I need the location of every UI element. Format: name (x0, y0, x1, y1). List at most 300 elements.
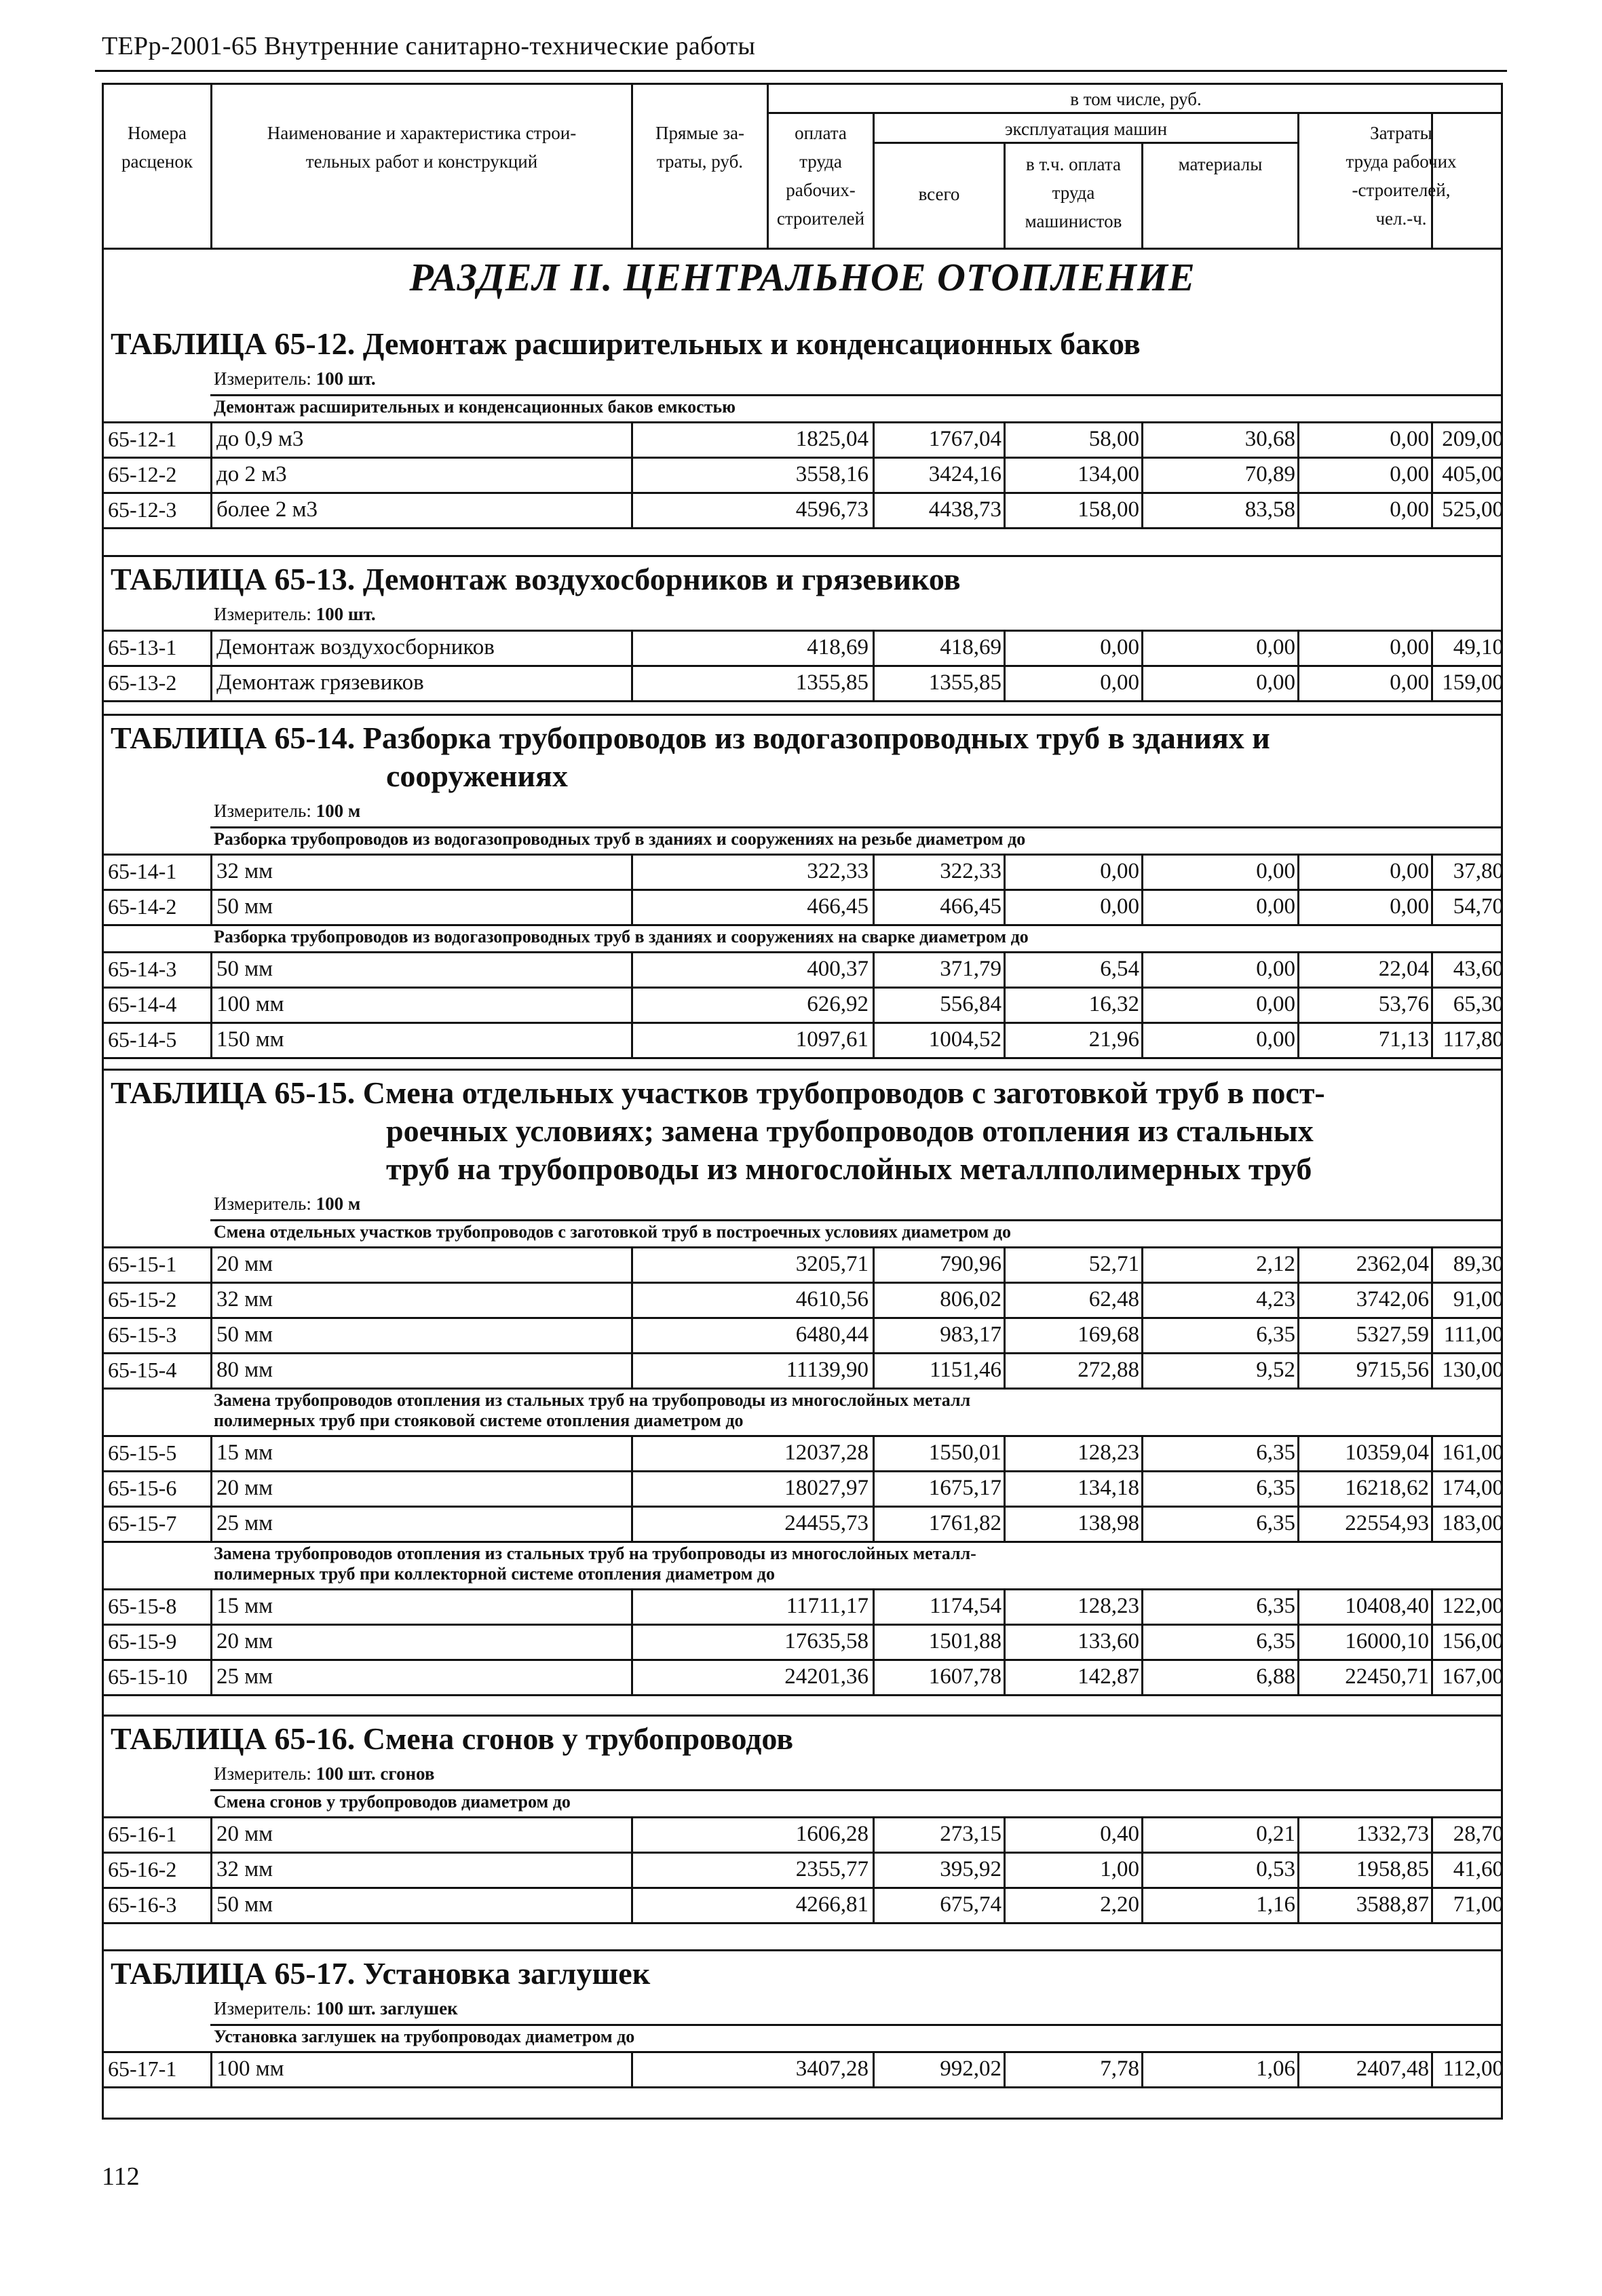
cell-materials: 0,00 (1390, 427, 1429, 451)
rate-code: 65-13-1 (108, 635, 177, 659)
cell-labor-costs: 41,60 (1453, 1857, 1504, 1881)
column-rule (873, 1659, 875, 1694)
table-row (104, 1282, 1504, 1317)
column-rule (210, 1659, 212, 1694)
table-row (104, 1435, 1504, 1470)
cell-machines-total: 128,23 (1077, 1440, 1139, 1465)
work-name: до 2 м3 (216, 462, 287, 486)
cell-direct-costs: 1825,04 (795, 427, 869, 451)
table-header (104, 85, 1501, 248)
page-number: 112 (102, 2162, 140, 2191)
cell-labor-costs: 28,70 (1453, 1822, 1504, 1846)
column-rule (873, 1435, 875, 1470)
unit-label: Измеритель: (214, 1763, 311, 1784)
column-rule (631, 951, 633, 987)
column-rule (631, 854, 633, 889)
column-rule (631, 1352, 633, 1388)
table-row (104, 1588, 1504, 1624)
column-rule (1297, 1887, 1299, 1922)
column-rule (1431, 1352, 1433, 1388)
rate-code: 65-15-7 (108, 1511, 177, 1535)
work-name: 100 мм (216, 992, 284, 1016)
work-name: 25 мм (216, 1664, 273, 1689)
cell-operator-wages: 2,12 (1256, 1252, 1295, 1276)
work-name: 150 мм (216, 1027, 284, 1052)
cell-operator-wages: 1,16 (1256, 1892, 1295, 1917)
column-rule (631, 1852, 633, 1887)
work-name: 32 мм (216, 859, 273, 883)
unit-value: 100 шт. сгонов (316, 1763, 435, 1784)
column-rule (873, 951, 875, 987)
rate-code: 65-14-3 (108, 957, 177, 981)
cell-labor-costs: 156,00 (1442, 1629, 1504, 1653)
column-rule (1141, 1352, 1143, 1388)
cell-materials: 3588,87 (1356, 1892, 1429, 1917)
cell-machines-total: 134,00 (1077, 462, 1139, 486)
column-rule (631, 421, 633, 457)
column-rule (1141, 1470, 1143, 1506)
cell-labor-costs: 209,00 (1442, 427, 1504, 451)
table-title (111, 719, 1270, 795)
rate-code: 65-14-4 (108, 992, 177, 1016)
column-rule (210, 951, 212, 987)
table-row (104, 1852, 1504, 1887)
cell-labor-costs: 112,00 (1443, 2056, 1504, 2081)
rule (104, 714, 1501, 716)
column-rule (1431, 1659, 1433, 1694)
table-row (104, 987, 1504, 1022)
column-rule (631, 1435, 633, 1470)
rate-code: 65-15-5 (108, 1440, 177, 1465)
column-rule (873, 1588, 875, 1624)
column-rule (873, 1317, 875, 1352)
cell-operator-wages: 6,35 (1256, 1629, 1295, 1653)
column-rule (1431, 1506, 1433, 1541)
header-worker-wages: оплата труда рабочих- строителей (776, 123, 865, 229)
table-row (104, 1022, 1504, 1057)
column-rule (873, 665, 875, 700)
column-rule (1431, 951, 1433, 987)
column-rule (1431, 1816, 1433, 1852)
cell-machines-total: 0,00 (1100, 670, 1139, 695)
column-rule (631, 1588, 633, 1624)
column-rule (1297, 987, 1299, 1022)
column-rule (631, 987, 633, 1022)
cell-materials: 22,04 (1378, 957, 1429, 981)
rate-code: 65-14-1 (108, 859, 177, 883)
cell-direct-costs: 3558,16 (795, 462, 869, 486)
cell-labor-costs: 183,00 (1442, 1511, 1504, 1535)
table-title-line: сооружениях (386, 759, 568, 793)
cell-direct-costs: 466,45 (807, 894, 869, 919)
rule (104, 1694, 1501, 1696)
column-rule (210, 457, 212, 492)
column-rule (631, 1816, 633, 1852)
work-name: Демонтаж грязевиков (216, 670, 424, 695)
column-rule (1297, 1588, 1299, 1624)
group-label-line: Разборка трубопроводов из водогазопроводных труб в зданиях и сооружениях на резьбе диаметром до (214, 829, 1026, 849)
cell-worker-wages: 1607,78 (928, 1664, 1002, 1689)
column-rule (1431, 457, 1433, 492)
cell-worker-wages: 1761,82 (928, 1511, 1002, 1535)
cell-machines-total: 62,48 (1088, 1287, 1139, 1312)
column-rule (1141, 421, 1143, 457)
cell-operator-wages: 0,00 (1256, 1027, 1295, 1052)
price-table (102, 83, 1503, 2120)
cell-direct-costs: 626,92 (807, 992, 869, 1016)
cell-labor-costs: 65,30 (1453, 992, 1504, 1016)
column-rule (1141, 1624, 1143, 1659)
column-rule (873, 1022, 875, 1057)
column-rule (1431, 1317, 1433, 1352)
group-label-line: Разборка трубопроводов из водогазопроводных труб в зданиях и сооружениях на сварке диаметром до (214, 927, 1029, 946)
rate-code: 65-13-2 (108, 670, 177, 695)
cell-machines-total: 0,00 (1100, 635, 1139, 659)
cell-direct-costs: 400,37 (807, 957, 869, 981)
column-rule (1297, 1506, 1299, 1541)
column-rule (1297, 1435, 1299, 1470)
column-rule (1141, 1506, 1143, 1541)
work-name: 25 мм (216, 1511, 273, 1535)
cell-direct-costs: 2355,77 (795, 1857, 869, 1881)
table-title-line: ТАБЛИЦА 65-14. Разборка трубопроводов из водогазопроводных труб в зданиях и (111, 721, 1270, 755)
column-rule (1141, 987, 1143, 1022)
cell-worker-wages: 371,79 (940, 957, 1002, 981)
rule (104, 700, 1501, 702)
column-rule (631, 1659, 633, 1694)
column-rule (1004, 2051, 1006, 2086)
column-rule (1431, 1022, 1433, 1057)
unit-label: Измеритель: (214, 368, 311, 389)
column-rule (631, 630, 633, 665)
column-rule (210, 1588, 212, 1624)
cell-worker-wages: 790,96 (940, 1252, 1002, 1276)
cell-operator-wages: 70,89 (1244, 462, 1295, 486)
table-row (104, 1887, 1504, 1922)
column-rule (631, 1246, 633, 1282)
cell-direct-costs: 418,69 (807, 635, 869, 659)
cell-worker-wages: 992,02 (940, 2056, 1002, 2081)
column-rule (1004, 1852, 1006, 1887)
header-operator-wages: в т.ч. оплата труда машинистов (1025, 154, 1122, 231)
table-row (104, 1506, 1504, 1541)
column-rule (1141, 2051, 1143, 2086)
column-rule (1141, 889, 1143, 924)
column-rule (1297, 492, 1299, 527)
column-rule (1141, 1435, 1143, 1470)
header-direct-costs: Прямые за- траты, руб. (655, 123, 745, 172)
column-rule (210, 987, 212, 1022)
column-rule (873, 987, 875, 1022)
cell-labor-costs: 174,00 (1442, 1476, 1504, 1500)
rate-code: 65-14-2 (108, 894, 177, 919)
cell-worker-wages: 1355,85 (928, 670, 1002, 695)
column-rule (1431, 889, 1433, 924)
cell-machines-total: 58,00 (1088, 427, 1139, 451)
column-rule (1004, 1022, 1006, 1057)
cell-operator-wages: 9,52 (1256, 1358, 1295, 1382)
column-rule (1141, 1282, 1143, 1317)
table-row (104, 1816, 1504, 1852)
table-row (104, 1624, 1504, 1659)
group-label (214, 1792, 571, 1812)
cell-worker-wages: 1004,52 (928, 1027, 1002, 1052)
cell-operator-wages: 0,21 (1256, 1822, 1295, 1846)
column-rule (1297, 1352, 1299, 1388)
unit-label: Измеритель: (214, 1193, 311, 1214)
column-rule (210, 1506, 212, 1541)
column-rule (1141, 1816, 1143, 1852)
group-label (214, 1222, 1011, 1242)
cell-worker-wages: 675,74 (940, 1892, 1002, 1917)
column-rule (631, 1022, 633, 1057)
table-title-line: ТАБЛИЦА 65-17. Установка заглушек (111, 1956, 651, 1991)
column-rule (1004, 1887, 1006, 1922)
column-rule (873, 630, 875, 665)
column-rule (1431, 1435, 1433, 1470)
column-rule (1431, 665, 1433, 700)
rule (210, 1219, 1503, 1221)
column-rule (1004, 1246, 1006, 1282)
cell-worker-wages: 273,15 (940, 1822, 1002, 1846)
running-head: ТЕРр-2001-65 Внутренние санитарно-технические работы (102, 32, 756, 60)
column-rule (1297, 1246, 1299, 1282)
column-rule (1004, 492, 1006, 527)
rule (104, 1922, 1501, 1924)
column-rule (1141, 457, 1143, 492)
cell-labor-costs: 122,00 (1442, 1594, 1504, 1618)
table-row (104, 1246, 1504, 1282)
cell-labor-costs: 130,00 (1442, 1358, 1504, 1382)
cell-materials: 22450,71 (1345, 1664, 1429, 1689)
column-rule (873, 1816, 875, 1852)
cell-labor-costs: 405,00 (1442, 462, 1504, 486)
unit-value: 100 м (316, 1193, 361, 1214)
cell-worker-wages: 1501,88 (928, 1629, 1002, 1653)
work-name: 50 мм (216, 957, 273, 981)
column-rule (1004, 1470, 1006, 1506)
rate-code: 65-12-3 (108, 497, 177, 522)
rule (210, 1789, 1503, 1791)
table-title (111, 1720, 793, 1758)
column-rule (1004, 665, 1006, 700)
cell-machines-total: 128,23 (1077, 1594, 1139, 1618)
rule (104, 1715, 1501, 1717)
column-rule (1004, 1659, 1006, 1694)
table-row (104, 2051, 1504, 2086)
cell-worker-wages: 395,92 (940, 1857, 1002, 1881)
cell-materials: 5327,59 (1356, 1322, 1429, 1347)
rate-code: 65-14-5 (108, 1027, 177, 1052)
cell-labor-costs: 117,80 (1443, 1027, 1504, 1052)
column-rule (1141, 630, 1143, 665)
work-name: 20 мм (216, 1822, 273, 1846)
cell-direct-costs: 4610,56 (795, 1287, 869, 1312)
column-rule (631, 889, 633, 924)
cell-machines-total: 6,54 (1100, 957, 1139, 981)
column-rule (1141, 665, 1143, 700)
column-rule (210, 889, 212, 924)
column-rule (1431, 854, 1433, 889)
header-including: в том числе, руб. (1070, 89, 1202, 109)
table-title-line: труб на трубопроводы из многослойных металлполимерных труб (386, 1151, 1312, 1186)
cell-operator-wages: 6,35 (1256, 1476, 1295, 1500)
cell-materials: 53,76 (1378, 992, 1429, 1016)
cell-direct-costs: 4596,73 (795, 497, 869, 522)
column-rule (631, 492, 633, 527)
header-labor-costs: Затраты труда рабочих -строителей, чел.-ч. (1346, 123, 1457, 229)
column-rule (1431, 987, 1433, 1022)
cell-machines-total: 0,40 (1100, 1822, 1139, 1846)
column-rule (1141, 1246, 1143, 1282)
column-rule (631, 457, 633, 492)
cell-direct-costs: 12037,28 (784, 1440, 869, 1465)
cell-worker-wages: 1151,46 (929, 1358, 1002, 1382)
column-rule (1431, 421, 1433, 457)
cell-materials: 1958,85 (1356, 1857, 1429, 1881)
cell-operator-wages: 0,00 (1256, 635, 1295, 659)
cell-worker-wages: 806,02 (940, 1287, 1002, 1312)
column-rule (210, 492, 212, 527)
group-label-line: Установка заглушек на трубопроводах диаметром до (214, 2027, 635, 2046)
column-rule (1141, 1022, 1143, 1057)
running-head-rule (95, 70, 1507, 72)
table-row (104, 492, 1504, 527)
work-name: 15 мм (216, 1594, 273, 1618)
cell-machines-total: 134,18 (1077, 1476, 1139, 1500)
cell-direct-costs: 11139,90 (786, 1358, 869, 1382)
cell-worker-wages: 1174,54 (929, 1594, 1002, 1618)
cell-operator-wages: 0,00 (1256, 670, 1295, 695)
cell-machines-total: 0,00 (1100, 859, 1139, 883)
cell-machines-total: 2,20 (1100, 1892, 1139, 1917)
cell-materials: 2407,48 (1356, 2056, 1429, 2081)
work-name: 50 мм (216, 894, 273, 919)
cell-machines-total: 272,88 (1077, 1358, 1139, 1382)
rule (210, 924, 1503, 926)
column-rule (1297, 1317, 1299, 1352)
column-rule (1431, 492, 1433, 527)
column-rule (210, 1282, 212, 1317)
rate-code: 65-12-2 (108, 462, 177, 486)
group-label-line: Замена трубопроводов отопления из стальных труб на трубопроводы из многослойных металл- (214, 1544, 976, 1563)
column-rule (1004, 951, 1006, 987)
header-name: Наименование и характеристика строи- тельных работ и конструкций (267, 123, 577, 172)
column-rule (1297, 1624, 1299, 1659)
column-rule (1431, 1624, 1433, 1659)
cell-machines-total: 138,98 (1077, 1511, 1139, 1535)
column-rule (1297, 889, 1299, 924)
column-rule (1297, 1470, 1299, 1506)
cell-operator-wages: 0,53 (1256, 1857, 1295, 1881)
rate-code: 65-17-1 (108, 2056, 177, 2081)
cell-materials: 0,00 (1390, 497, 1429, 522)
table-title-line: ТАБЛИЦА 65-12. Демонтаж расширительных и конденсационных баков (111, 326, 1141, 361)
column-rule (210, 854, 212, 889)
column-rule (1297, 1816, 1299, 1852)
table-unit (214, 604, 376, 625)
cell-direct-costs: 1097,61 (795, 1027, 869, 1052)
work-name: 20 мм (216, 1629, 273, 1653)
cell-operator-wages: 0,00 (1256, 894, 1295, 919)
column-rule (631, 665, 633, 700)
rate-code: 65-15-8 (108, 1594, 177, 1618)
column-rule (1431, 1246, 1433, 1282)
cell-materials: 22554,93 (1345, 1511, 1429, 1535)
cell-labor-costs: 111,00 (1443, 1322, 1504, 1347)
column-rule (210, 665, 212, 700)
rate-code: 65-15-2 (108, 1287, 177, 1312)
table-title (111, 1074, 1325, 1188)
cell-machines-total: 169,68 (1077, 1322, 1139, 1347)
cell-worker-wages: 466,45 (940, 894, 1002, 919)
group-label-line: Демонтаж расширительных и конденсационных баков емкостью (214, 397, 736, 417)
column-rule (873, 1852, 875, 1887)
cell-worker-wages: 556,84 (940, 992, 1002, 1016)
column-rule (1004, 421, 1006, 457)
cell-materials: 2362,04 (1356, 1252, 1429, 1276)
column-rule (1004, 457, 1006, 492)
group-label (214, 829, 1025, 849)
cell-machines-total: 142,87 (1077, 1664, 1139, 1689)
section-title: РАЗДЕЛ II. ЦЕНТРАЛЬНОЕ ОТОПЛЕНИЕ (409, 255, 1196, 299)
rate-code: 65-15-9 (108, 1629, 177, 1653)
cell-machines-total: 158,00 (1077, 497, 1139, 522)
column-rule (1141, 1852, 1143, 1887)
column-rule (1004, 854, 1006, 889)
table-row (104, 1352, 1504, 1388)
cell-materials: 16218,62 (1345, 1476, 1429, 1500)
cell-labor-costs: 159,00 (1442, 670, 1504, 695)
unit-label: Измеритель: (214, 604, 311, 624)
table-row (104, 421, 1504, 457)
column-rule (1431, 2051, 1433, 2086)
column-rule (873, 421, 875, 457)
column-rule (210, 630, 212, 665)
rule (104, 1949, 1501, 1951)
table-row (104, 854, 1504, 889)
work-name: до 0,9 м3 (216, 427, 304, 451)
rate-code: 65-15-4 (108, 1358, 177, 1382)
cell-labor-costs: 91,00 (1453, 1287, 1504, 1312)
rule (104, 555, 1501, 557)
column-rule (1141, 1659, 1143, 1694)
work-name: 15 мм (216, 1440, 273, 1465)
table-title-line: роечных условиях; замена трубопроводов отопления из стальных (386, 1113, 1314, 1148)
cell-operator-wages: 6,35 (1256, 1322, 1295, 1347)
rule (210, 394, 1503, 396)
column-rule (1297, 421, 1299, 457)
work-name: 100 мм (216, 2056, 284, 2081)
column-rule (1297, 630, 1299, 665)
column-rule (210, 1317, 212, 1352)
cell-labor-costs: 37,80 (1453, 859, 1504, 883)
rate-code: 65-16-3 (108, 1892, 177, 1917)
table-title-line: ТАБЛИЦА 65-15. Смена отдельных участков трубопроводов с заготовкой труб в пост- (111, 1075, 1325, 1110)
table-title-line: ТАБЛИЦА 65-13. Демонтаж воздухосборников и грязевиков (111, 562, 961, 596)
column-rule (873, 457, 875, 492)
column-rule (210, 1352, 212, 1388)
cell-direct-costs: 11711,17 (786, 1594, 869, 1618)
cell-operator-wages: 6,35 (1256, 1440, 1295, 1465)
cell-materials: 0,00 (1390, 462, 1429, 486)
rule (104, 527, 1501, 529)
cell-direct-costs: 24201,36 (784, 1664, 869, 1689)
table-row (104, 1470, 1504, 1506)
column-rule (873, 854, 875, 889)
cell-machines-total: 21,96 (1088, 1027, 1139, 1052)
column-rule (1297, 1022, 1299, 1057)
